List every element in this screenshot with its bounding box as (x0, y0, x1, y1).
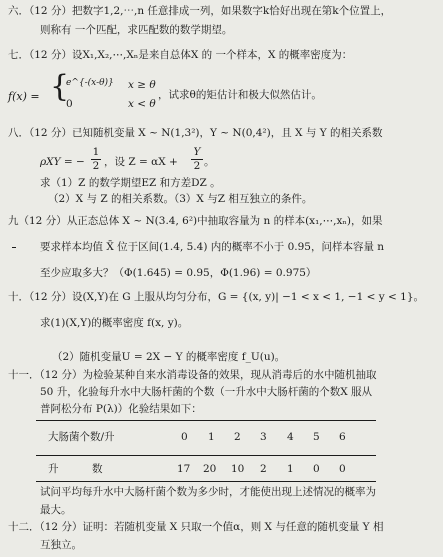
problem-10-question-1: 求(1)(X,Y)的概率密度 f(x, y)。 (40, 317, 189, 329)
density-case-2-expr: 0 (66, 98, 73, 110)
problem-7-task: ，试求θ的矩估计和极大似然估计。 (158, 89, 322, 101)
table-count-cell: 5 (313, 431, 320, 443)
table-count-cell: 2 (234, 431, 241, 443)
correlation-symbol: ρXY = − (40, 156, 85, 168)
problem-11-after-2: 最大。 (40, 504, 72, 516)
density-case-1-condition: x ≥ θ (128, 79, 156, 91)
problem-6-line-2: 则称有 一个匹配，求匹配数的数学期望。 (40, 24, 233, 36)
table-frequency-cell: 10 (231, 463, 245, 475)
table-middle-rule (36, 455, 376, 456)
problem-9-line-1: 九（12 分）从正态总体 X ~ N(3.4, 6²)中抽取容量为 n 的样本(x₁,⋯,xₙ)，如果 (8, 215, 383, 227)
table-count-cell: 1 (208, 431, 215, 443)
table-frequency-cell: 17 (177, 463, 191, 475)
problem-8-question-1: 求（1）Z 的数学期望EZ 和方差DZ 。 (40, 177, 221, 189)
table-frequency-cell: 0 (313, 463, 320, 475)
table-count-cell: 6 (339, 431, 346, 443)
correlation-fraction (91, 147, 101, 171)
table-row-2-label-b: 数 (92, 463, 103, 475)
z-numerator: Y (193, 146, 201, 158)
density-case-1-expr: e^{-(x-θ)} (66, 78, 114, 88)
density-function-label: f(x) = (8, 90, 40, 103)
problem-10-line-1: 十．（12 分）设(X,Y)在 G 上服从均匀分布，G = {(x, y)| −1 < x < 1, −1 < y < 1}。 (8, 291, 425, 303)
z-definition-b: 。 (204, 156, 215, 168)
z-definition-a: ，设 Z = αX + (104, 156, 178, 168)
problem-11-line-2: 50 升，化验每升水中大肠杆菌的个数（一升水中大肠杆菌的个数X 服从 (40, 386, 373, 398)
table-frequency-cell: 20 (203, 463, 217, 475)
problem-8-question-2: （2）X 与 Z 的相关系数。（3）X 与Z 相互独立的条件。 (48, 193, 313, 205)
problem-8-line-1: 八．（12 分）已知随机变量 X ~ N(1,3²)，Y ~ N(0,4²)，且 X 与 Y 的相关系数 (8, 127, 383, 139)
table-row-2-label-a: 升 (48, 463, 59, 475)
table-frequency-cell: 2 (260, 463, 267, 475)
problem-11-line-3: 普阿松分布 P(λ)）化验结果如下： (40, 403, 202, 415)
table-count-cell: 0 (181, 431, 188, 443)
problem-12-line-2: 互独立。 (40, 539, 82, 551)
piecewise-brace: { (50, 69, 70, 104)
problem-9-line-3: 至少应取多大？（Φ(1.645) = 0.95，Φ(1.96) = 0.975） (40, 267, 317, 279)
z-denominator: 2 (193, 159, 201, 172)
problem-12-line-1: 十二．（12 分）证明：若随机变量 X 只取一个值α，则 X 与任意的随机变量 Y 相 (8, 521, 384, 533)
table-frequency-cell: 0 (339, 463, 346, 475)
problem-11-line-1: 十一．（12 分）为检验某种自来水消毒设备的效果，现从消毒后的水中随机抽取 (8, 369, 377, 381)
density-case-2-condition: x < θ (128, 98, 156, 110)
problem-9-line-2: 要求样本均值 X̄ 位于区间(1.4, 5.4) 内的概率不小于 0.95，问样本容量 n (40, 241, 385, 253)
table-top-rule (36, 420, 376, 421)
table-count-cell: 4 (287, 431, 294, 443)
problem-7-line-1: 七．（12 分）设X₁,X₂,⋯,Xₙ是来自总体X 的 一个样本，X 的概率密度为： (8, 49, 353, 61)
table-count-cell: 3 (260, 431, 267, 443)
table-bottom-rule (36, 481, 376, 482)
z-fraction (191, 147, 203, 171)
margin-mark (12, 247, 16, 248)
problem-11-after-1: 试问平均每升水中大肠杆菌个数为多少时，才能使出现上述情况的概率为 (40, 486, 376, 498)
problem-6-line-1: 六．（12 分）把数字1,2,⋯,n 任意排成一列，如果数字k恰好出现在第k个位置上， (8, 5, 392, 17)
correlation-denominator: 2 (92, 159, 100, 172)
table-frequency-cell: 1 (287, 463, 294, 475)
table-row-1-label: 大肠菌个数/升 (48, 431, 115, 443)
problem-10-question-2: （2）随机变量U = 2X − Y 的概率密度 f_U(u)。 (52, 351, 286, 363)
correlation-numerator: 1 (92, 146, 100, 158)
